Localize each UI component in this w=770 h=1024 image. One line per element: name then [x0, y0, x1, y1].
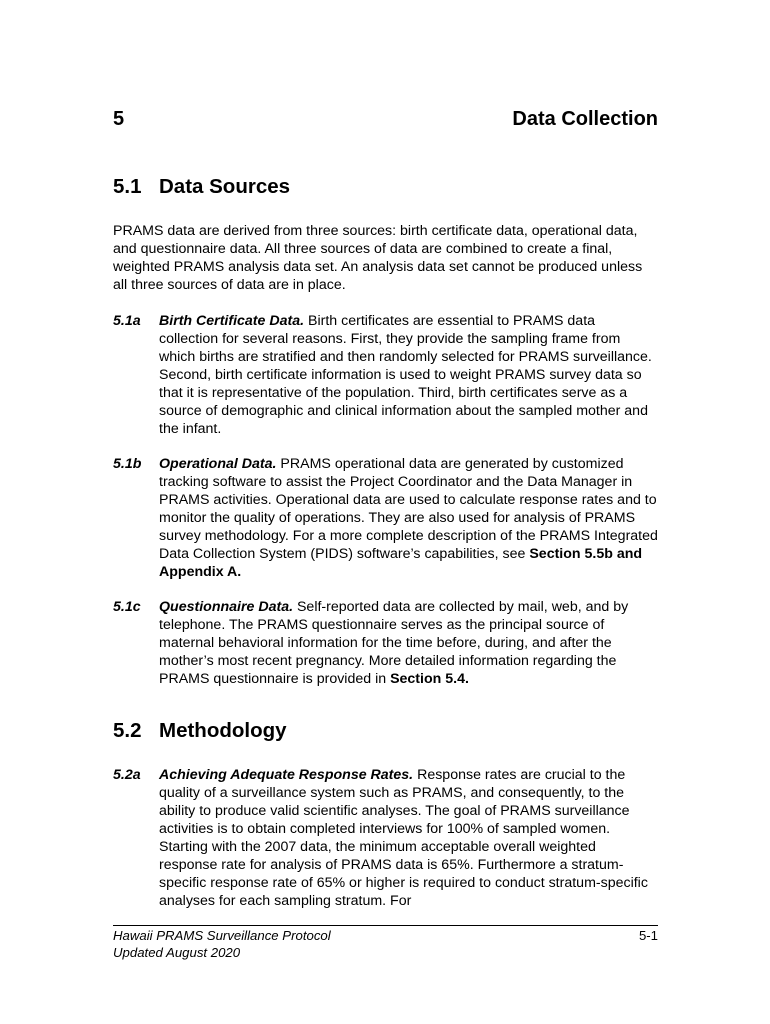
item-5-1b — [113, 455, 658, 581]
section-5-1-intro: PRAMS data are derived from three sources: birth certificate data, operational data, and questionnaire data. All three sources of data are combined to create a final, weighted PRAMS analysis data set. An analysis data set cannot be produced unless all three sources of data are in place. — [113, 223, 643, 293]
chapter-heading — [113, 108, 658, 138]
footer-left — [113, 927, 331, 961]
item-lead: Questionnaire Data. — [159, 599, 294, 615]
item-label: 5.1c — [113, 599, 141, 615]
chapter-title: Data Collection — [512, 108, 658, 130]
item-lead: Achieving Adequate Response Rates. — [159, 767, 414, 783]
footer-rule — [113, 925, 658, 926]
footer-title: Hawaii PRAMS Surveillance Protocol — [113, 928, 331, 943]
item-lead: Birth Certificate Data. — [159, 313, 305, 329]
item-text: Self-reported data are collected by mail, web, and by telephone. The PRAMS questionnaire serves as the principal source of maternal behavioral information for the time before, during, and after the mother’s most recent pregnancy. More detailed information regarding the PRAMS questionnaire is provided in — [159, 599, 629, 687]
item-text: PRAMS operational data are generated by customized tracking software to assist the Project Coordinator and the Data Manager in PRAMS activities. Operational data are used to calculate response rates and to monitor the quality of operations. They are also used for analysis of PRAMS survey methodology. For a more complete description of the PRAMS Integrated Data Collection System (PIDS) software’s capabilities, see — [159, 456, 658, 562]
item-label: 5.2a — [113, 767, 141, 783]
item-label: 5.1a — [113, 313, 141, 329]
item-reference: Section 5.4. — [390, 671, 469, 687]
item-5-1c — [113, 598, 658, 688]
item-body — [159, 598, 658, 688]
page-number: 5-1 — [638, 928, 658, 943]
item-body — [159, 455, 658, 581]
section-number: 5.2 — [113, 719, 142, 742]
item-text: Birth certificates are essential to PRAMS data collection for several reasons. First, they provide the sampling frame from which births are stratified and then randomly selected for PRAMS surveillance. Second, birth certificate information is used to weight PRAMS survey data so that it is representative of the population. Third, birth certificates serve as a source of demographic and clinical information about the sampled mother and the infant. — [159, 313, 652, 437]
item-5-2a — [113, 766, 658, 910]
section-heading-5-1 — [113, 175, 290, 199]
item-reference: Section 5.5b and Appendix A. — [159, 546, 643, 580]
item-5-1a — [113, 312, 658, 438]
item-lead: Operational Data. — [159, 456, 277, 472]
chapter-number: 5 — [113, 108, 125, 130]
section-heading-5-2 — [113, 719, 287, 743]
item-text: Response rates are crucial to the quality of a surveillance system such as PRAMS, and consequently, to the ability to produce valid scientific analyses. The goal of PRAMS surveillance activities is to obtain completed interviews for 100% of sampled women. Starting with the 2007 data, the minimum acceptable overall weighted response rate for analysis of PRAMS data is 65%. Furthermore a stratum-specific response rate of 65% or higher is required to conduct stratum-specific analyses for each sampling stratum. For — [159, 767, 648, 909]
footer-updated: Updated August 2020 — [113, 945, 241, 960]
section-title: Methodology — [159, 719, 287, 742]
item-label: 5.1b — [113, 456, 142, 472]
section-number: 5.1 — [113, 175, 142, 198]
item-body — [159, 766, 658, 910]
item-body — [159, 312, 658, 438]
section-title: Data Sources — [159, 175, 291, 198]
